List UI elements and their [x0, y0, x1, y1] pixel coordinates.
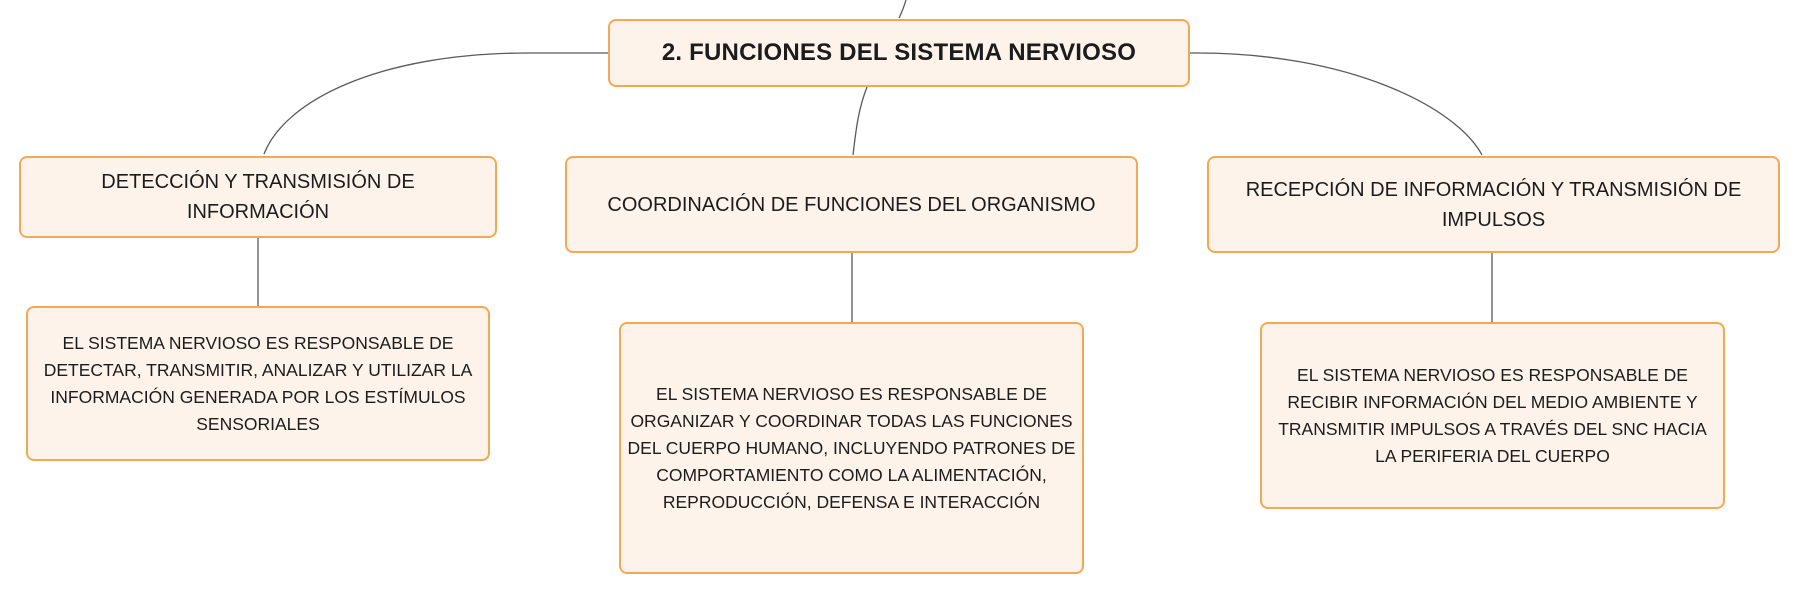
connector-central-to-branch-1 — [264, 53, 608, 154]
description-text: EL SISTEMA NERVIOSO ES RESPONSABLE DE RECIBIR INFORMACIÓN DEL MEDIO AMBIENTE Y TRANSMITIR IMPULSOS A TRAVÉS DEL SNC HACIA LA PERIFERIA DEL CUERPO — [1278, 364, 1707, 466]
description-text: EL SISTEMA NERVIOSO ES RESPONSABLE DE ORGANIZAR Y COORDINAR TODAS LAS FUNCIONES DEL CUERPO HUMANO, INCLUYENDO PATRONES DE COMPORTAMIENTO COMO LA ALIMENTACIÓN, REPRODUCCIÓN, DEFENSA E INTERACCIÓN — [627, 383, 1076, 512]
connector-from-parent — [899, 0, 906, 18]
description-detection[interactable] — [26, 306, 490, 461]
connector-central-to-branch-2 — [853, 87, 867, 155]
branch-topic-label: COORDINACIÓN DE FUNCIONES DEL ORGANISMO — [607, 193, 1096, 216]
branch-topic-label: DETECCIÓN Y TRANSMISIÓN DE INFORMACIÓN — [101, 171, 415, 223]
description-coordination[interactable] — [619, 322, 1084, 574]
branch-topic-coordination[interactable] — [565, 156, 1138, 253]
central-topic-title: 2. FUNCIONES DEL SISTEMA NERVIOSO — [661, 39, 1137, 66]
branch-topic-detection[interactable] — [19, 156, 497, 238]
branch-topic-reception[interactable] — [1207, 156, 1780, 253]
branch-topic-label: RECEPCIÓN DE INFORMACIÓN Y TRANSMISIÓN DE IMPULSOS — [1245, 178, 1742, 231]
description-reception[interactable] — [1260, 322, 1725, 509]
description-text: EL SISTEMA NERVIOSO ES RESPONSABLE DE DETECTAR, TRANSMITIR, ANALIZAR Y UTILIZAR LA INFORMACIÓN GENERADA POR LOS ESTÍMULOS SENSORIALES — [43, 332, 473, 434]
central-topic-node[interactable] — [608, 19, 1190, 87]
connector-central-to-branch-3 — [1190, 53, 1482, 155]
